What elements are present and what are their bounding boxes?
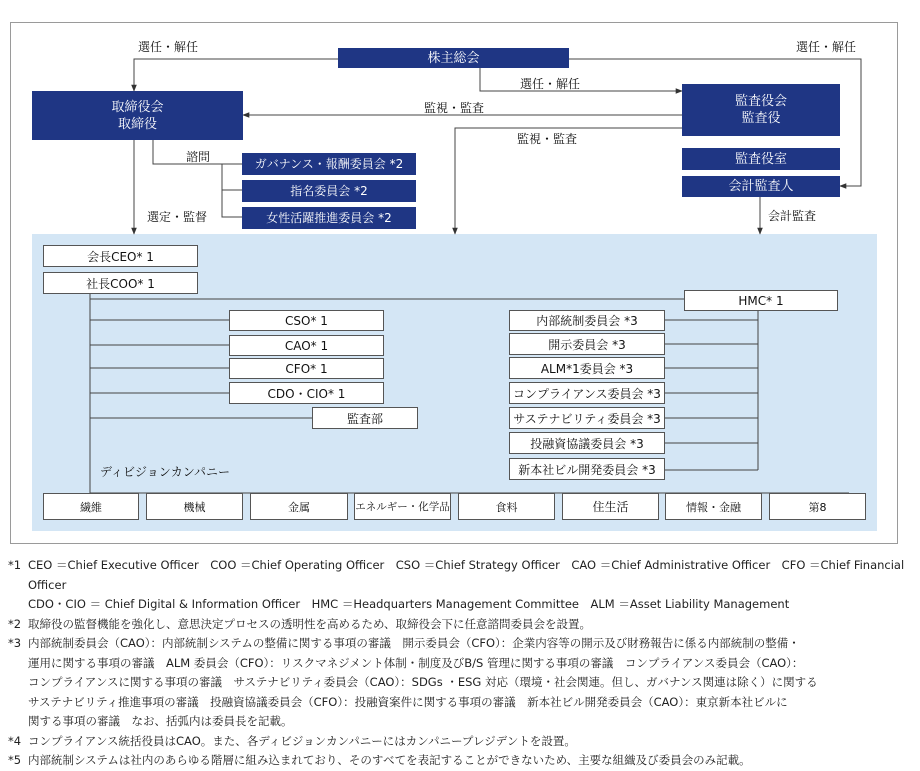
committee-nomination	[242, 180, 416, 202]
footnote	[8, 634, 914, 732]
audit-office-label: 監査役室	[734, 151, 787, 167]
elect-dismiss-label-right: 選任・解任	[796, 40, 857, 54]
division-box	[146, 493, 243, 520]
audit-office-box	[682, 148, 840, 170]
officer-label: CDO・CIO* 1	[267, 386, 346, 401]
committee-governance-compensation	[242, 153, 416, 175]
officer-cdo-cio-box	[229, 382, 384, 404]
committee-internal-control	[509, 310, 665, 331]
officer-label: CFO* 1	[285, 361, 328, 376]
footnote	[8, 556, 914, 615]
division-label: 食料	[495, 500, 518, 514]
audit-board-line2: 監査役	[741, 111, 781, 126]
footnote-line: 内部統制委員会（CAO）：内部統制システムの整備に関する事項の審議 開示委員会（CFO）：企業内容等の開示及び財務報告に係る内部統制の整備・	[28, 636, 800, 650]
elect-dismiss-label-center: 選任・解任	[520, 77, 581, 91]
committee-new-hq	[509, 458, 665, 480]
officer-cfo-box	[229, 358, 384, 379]
division-label: 繊維	[80, 500, 102, 514]
division-label: 住生活	[592, 500, 629, 514]
committee-label: 新本社ビル開発委員会 *3	[518, 462, 656, 477]
board-line1: 取締役会	[111, 99, 164, 115]
committee-disclosure	[509, 333, 665, 355]
shareholders-meeting-label: 株主総会	[427, 50, 480, 66]
footnote-line: 内部統制システムは社内のあらゆる階層に組み込まれており、そのすべてを表記することができないため、主要な組織及び委員会のみ記載。	[28, 753, 751, 767]
chairman-ceo-label: 会長CEO* 1	[87, 249, 154, 264]
division-label: 第8	[808, 500, 827, 514]
footnote-line: サステナビリティ推進事項の審議 投融資協議委員会（CFO）：投融資案件に関する事項の審議 新本社ビル開発委員会（CAO）：東京新本社ビルに	[28, 694, 788, 709]
division-box	[769, 493, 866, 520]
audit-board-box	[682, 84, 840, 136]
division-box	[665, 493, 762, 520]
president-coo-label: 社長COO* 1	[86, 276, 155, 291]
consult-label: 諮問	[186, 150, 211, 164]
committee-label: 開示委員会 *3	[548, 337, 626, 352]
footnote-line: CDO・CIO ＝ Chief Digital & Information Officer HMC ＝Headquarters Management Committee ALM ＝Asset Liability Management	[28, 597, 790, 611]
footnote-line: コンプライアンス統括役員はCAO。また、各ディビジョンカンパニーにはカンパニープレジデントを設置。	[28, 733, 576, 748]
officer-label: CSO* 1	[285, 313, 328, 328]
footnote-mark: *4	[8, 733, 22, 748]
supervise-audit-label-2: 監視・監査	[517, 132, 578, 146]
accounting-auditor-label: 会計監査人	[728, 179, 794, 194]
footnote-mark: *1	[8, 558, 22, 572]
footnote	[8, 615, 914, 635]
division-box	[562, 493, 659, 520]
committee-label: サステナビリティ委員会 *3	[513, 411, 661, 426]
division-box	[250, 493, 348, 520]
committee-label: 内部統制委員会 *3	[536, 314, 638, 328]
accounting-auditor-box	[682, 176, 840, 197]
hmc-box	[684, 290, 838, 311]
committee-compliance	[509, 382, 665, 404]
footnote-line: CEO ＝Chief Executive Officer COO ＝Chief Operating Officer CSO ＝Chief Strategy Officer CAO ＝Chief Administrative Officer CFO ＝Chief Financial Officer	[28, 558, 905, 592]
division-label: 機械	[183, 500, 206, 514]
committee-label: ALM*1委員会 *3	[540, 361, 634, 376]
board-box	[32, 91, 243, 140]
committee-label: 投融資協議委員会 *3	[530, 436, 644, 451]
division-label: 金属	[288, 500, 310, 514]
division-label: エネルギー・化学品	[355, 501, 450, 513]
footnote-line: 関する事項の審議 なお、括弧内は委員長を記載。	[28, 714, 293, 728]
footnote-line: 取締役の監督機能を強化し、意思決定プロセスの透明性を高めるため、取締役会下に任意諮問委員会を設置。	[28, 616, 592, 631]
hmc-label: HMC* 1	[738, 293, 784, 308]
footnote-line: 運用に関する事項の審議 ALM 委員会（CFO）：リスクマネジメント体制・制度及びB/S 管理に関する事項の審議 コンプライアンス委員会（CAO）：	[28, 655, 804, 670]
committee-investment	[509, 432, 665, 454]
chairman-ceo-box	[43, 245, 198, 267]
board-line2: 取締役	[117, 116, 157, 132]
select-supervise-label: 選定・監督	[147, 210, 208, 224]
division-box	[458, 493, 555, 520]
officer-cso-box	[229, 310, 384, 331]
committee-women-advancement	[242, 207, 416, 229]
officer-cao-box	[229, 335, 384, 356]
footnotes	[8, 556, 914, 771]
shareholders-meeting-box	[338, 48, 569, 68]
division-label: 情報・金融	[686, 500, 741, 514]
president-coo-box	[43, 272, 198, 294]
accounting-audit-label: 会計監査	[768, 209, 817, 223]
elect-dismiss-label-left: 選任・解任	[138, 40, 199, 54]
footnote-mark: *3	[8, 636, 22, 650]
division-company-label: ディビジョンカンパニー	[100, 465, 230, 479]
division-box	[354, 493, 451, 520]
audit-board-line1: 監査役会	[734, 94, 787, 109]
footnote-mark: *5	[8, 753, 22, 767]
audit-dept-label: 監査部	[346, 411, 383, 426]
officer-label: CAO* 1	[284, 338, 329, 353]
committee-alm	[509, 357, 665, 379]
audit-dept-box	[312, 407, 418, 429]
division-box	[43, 493, 139, 520]
footnote-line: コンプライアンスに関する事項の審議 サステナビリティ委員会（CAO）：SDGs ・ESG 対応（環境・社会関連。但し、ガバナンス関連は除く）に関する	[28, 675, 818, 689]
committee-sustainability	[509, 407, 665, 429]
supervise-audit-label-1: 監視・監査	[424, 101, 485, 115]
committee-label: コンプライアンス委員会 *3	[513, 386, 661, 401]
committee-label: 指名委員会 *2	[290, 183, 368, 198]
committee-label: 女性活躍推進委員会 *2	[266, 210, 392, 225]
committee-label: ガバナンス・報酬委員会 *2	[254, 156, 404, 171]
footnote	[8, 732, 914, 752]
footnote-mark: *2	[8, 616, 22, 631]
